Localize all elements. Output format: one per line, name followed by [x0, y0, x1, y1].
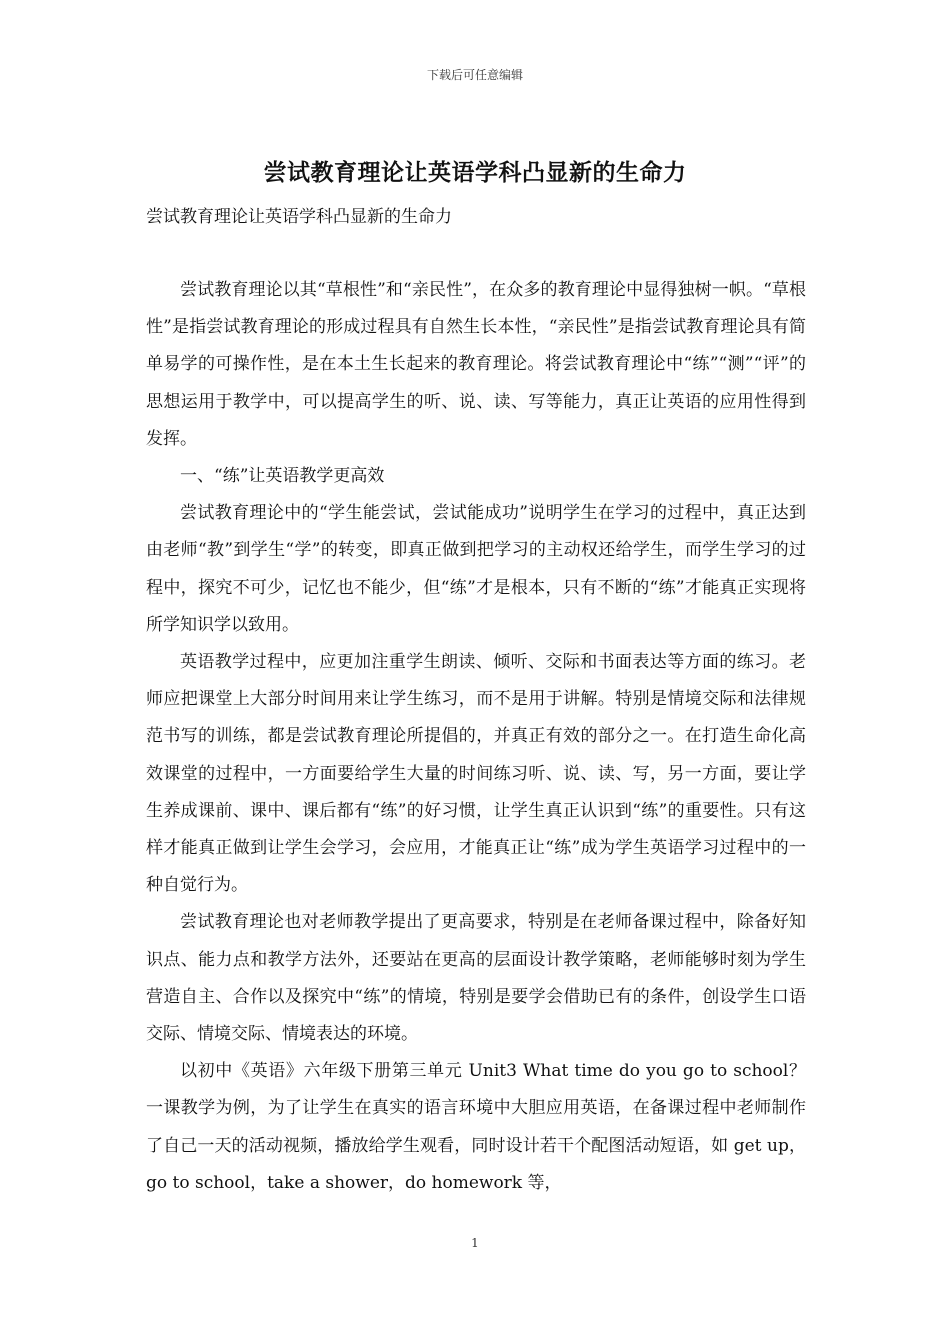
document-subtitle: 尝试教育理论让英语学科凸显新的生命力	[146, 207, 452, 227]
paragraph-example-lesson: 以初中《英语》六年级下册第三单元 Unit3 What time do you go to school？一课教学为例，为了让学生在真实的语言环境中大胆应用英语，在备课过程中老师制作了自己一天的活动视频，播放给学生观看，同时设计若干个配图活动短语，如 get up，go to school，take a shower，do homework 等，	[146, 1061, 806, 1193]
paragraph-intro: 尝试教育理论以其“草根性”和“亲民性”，在众多的教育理论中显得独树一帜。“草根性”是指尝试教育理论的形成过程具有自然生长本性，“亲民性”是指尝试教育理论具有简单易学的可操作性，是在本土生长起来的教育理论。将尝试教育理论中“练”“测”“评”的思想运用于教学中，可以提高学生的听、说、读、写等能力，真正让英语的应用性得到发挥。	[146, 280, 806, 449]
paragraph-teacher-requirements: 尝试教育理论也对老师教学提出了更高要求，特别是在老师备课过程中，除备好知识点、能力点和教学方法外，还要站在更高的层面设计教学策略，老师能够时刻为学生营造自主、合作以及探究中“练”的情境，特别是要学会借助已有的条件，创设学生口语交际、情境交际、情境表达的环境。	[146, 912, 806, 1045]
header-note: 下载后可任意编辑	[426, 68, 523, 82]
document-title: 尝试教育理论让英语学科凸显新的生命力	[263, 159, 687, 186]
section-heading-1: 一、“练”让英语教学更高效	[180, 466, 385, 487]
paragraph-practice: 尝试教育理论中的“学生能尝试，尝试能成功”说明学生在学习的过程中，真正达到由老师“教”到学生“学”的转变，即真正做到把学习的主动权还给学生，而学生学习的过程中，探究不可少，记忆也不能少，但“练”才是根本，只有不断的“练”才能真正实现将所学知识学以致用。	[146, 503, 806, 635]
paragraph-english-teaching: 英语教学过程中，应更加注重学生朗读、倾听、交际和书面表达等方面的练习。老师应把课堂上大部分时间用来让学生练习，而不是用于讲解。特别是情境交际和法律规范书写的训练，都是尝试教育理论所提倡的，并真正有效的部分之一。在打造生命化高效课堂的过程中，一方面要给学生大量的时间练习听、说、读、写，另一方面，要让学生养成课前、课中、课后都有“练”的好习惯，让学生真正认识到“练”的重要性。只有这样才能真正做到让学生会学习，会应用，才能真正让“练”成为学生英语学习过程中的一种自觉行为。	[146, 652, 806, 896]
document-body	[146, 272, 806, 1202]
page-number: 1	[471, 1236, 479, 1250]
